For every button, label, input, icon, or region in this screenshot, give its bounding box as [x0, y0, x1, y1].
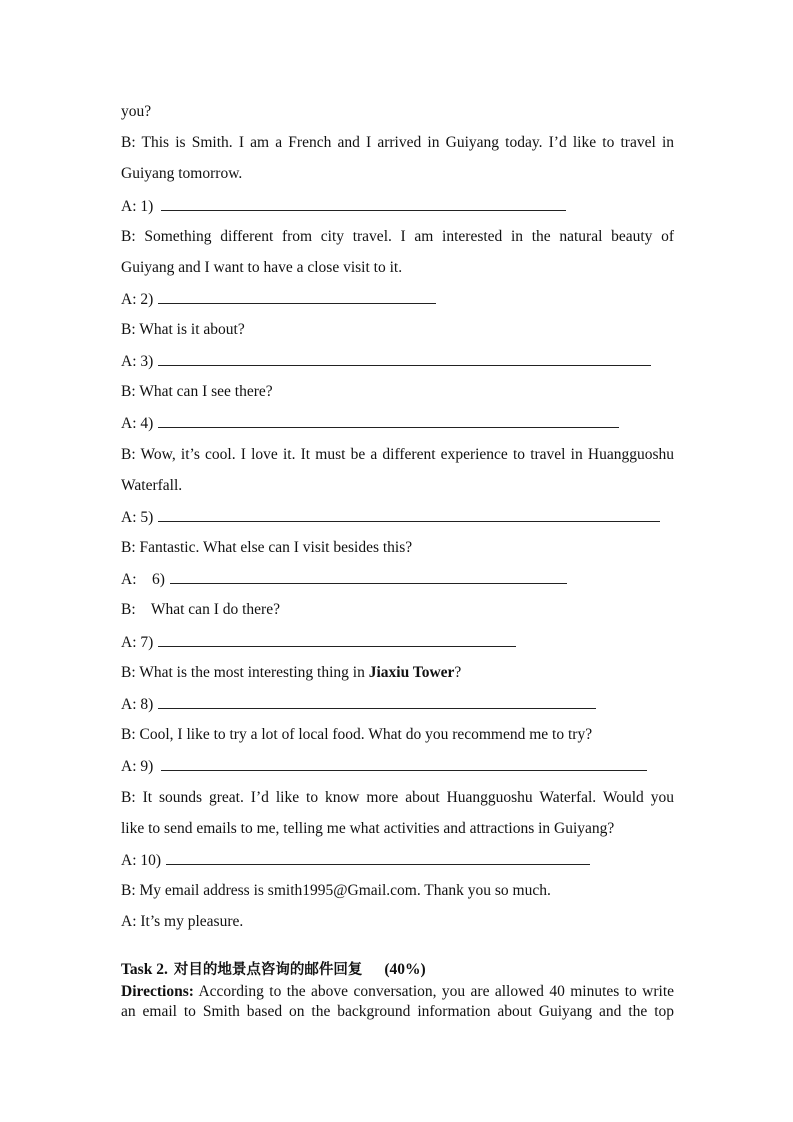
answer-blank[interactable] [158, 694, 596, 709]
answer-line [121, 632, 516, 653]
directions-label: Directions: [121, 983, 194, 1000]
directions-text: According to the above conversation, you are allowed 40 minutes to write [193, 983, 674, 1000]
answer-line [121, 196, 566, 217]
answer-blank[interactable] [161, 196, 566, 211]
answer-label: A: 3) [121, 353, 154, 370]
dialogue-line: Guiyang and I want to have a close visit to it. [121, 259, 403, 276]
dialogue-line: B: What can I do there? [121, 601, 280, 618]
dialogue-line: Waterfall. [121, 477, 183, 494]
answer-line [121, 507, 660, 528]
answer-label: A: 10) [121, 852, 162, 869]
dialogue-line: B: This is Smith. I am a French and I arrived in Guiyang today. I’d like to travel in [121, 134, 674, 151]
answer-line [121, 351, 651, 372]
dialogue-line: B: Cool, I like to try a lot of local food. What do you recommend me to try? [121, 726, 593, 743]
answer-line [121, 850, 590, 871]
answer-line [121, 569, 567, 590]
answer-blank[interactable] [158, 507, 660, 522]
task-weight: (40%) [384, 961, 426, 978]
dialogue-line: Guiyang tomorrow. [121, 165, 243, 182]
dialogue-line: B: It sounds great. I’d like to know more about Huangguoshu Waterfal. Would you [121, 789, 674, 806]
dialogue-line: A: It’s my pleasure. [121, 913, 244, 930]
directions-line-2: an email to Smith based on the background information about Guiyang and the top [121, 1003, 674, 1020]
dialogue-line: B: Fantastic. What else can I visit besides this? [121, 539, 413, 556]
answer-blank[interactable] [158, 289, 436, 304]
answer-blank[interactable] [158, 351, 651, 366]
place-name: Jiaxiu Tower [368, 664, 455, 681]
answer-label: A: 7) [121, 634, 154, 651]
answer-label: A: 4) [121, 415, 154, 432]
directions-line-1 [121, 982, 674, 1002]
dialogue-line: B: What is it about? [121, 321, 245, 338]
answer-line [121, 413, 619, 434]
dialogue-line: B: Something different from city travel. I am interested in the natural beauty of [121, 228, 674, 245]
answer-blank[interactable] [166, 850, 590, 865]
dialogue-text: ? [454, 664, 462, 681]
dialogue-text: B: What is the most interesting thing in [121, 664, 369, 681]
dialogue-line: you? [121, 103, 152, 120]
task-heading [121, 960, 426, 980]
answer-label: A: 9) [121, 758, 154, 775]
dialogue-line: B: My email address is smith1995@Gmail.com. Thank you so much. [121, 882, 551, 899]
answer-label: A: 8) [121, 696, 154, 713]
dialogue-line: B: Wow, it’s cool. I love it. It must be a different experience to travel in Huangguoshu [121, 446, 674, 463]
answer-label: A: 1) [121, 198, 154, 215]
answer-label: A: 5) [121, 509, 154, 526]
dialogue-line: like to send emails to me, telling me what activities and attractions in Guiyang? [121, 820, 615, 837]
dialogue-line: B: What can I see there? [121, 383, 273, 400]
answer-line [121, 694, 596, 715]
task-label: Task 2. [121, 961, 168, 978]
answer-blank[interactable] [161, 756, 647, 771]
task-title: 对目的地景点咨询的邮件回复 [173, 962, 363, 978]
answer-label: A: 2) [121, 291, 154, 308]
answer-line [121, 289, 436, 310]
answer-label: A: 6) [121, 571, 165, 588]
answer-line [121, 756, 647, 777]
answer-blank[interactable] [170, 569, 567, 584]
dialogue-line [121, 663, 461, 683]
answer-blank[interactable] [158, 632, 516, 647]
answer-blank[interactable] [158, 413, 619, 428]
